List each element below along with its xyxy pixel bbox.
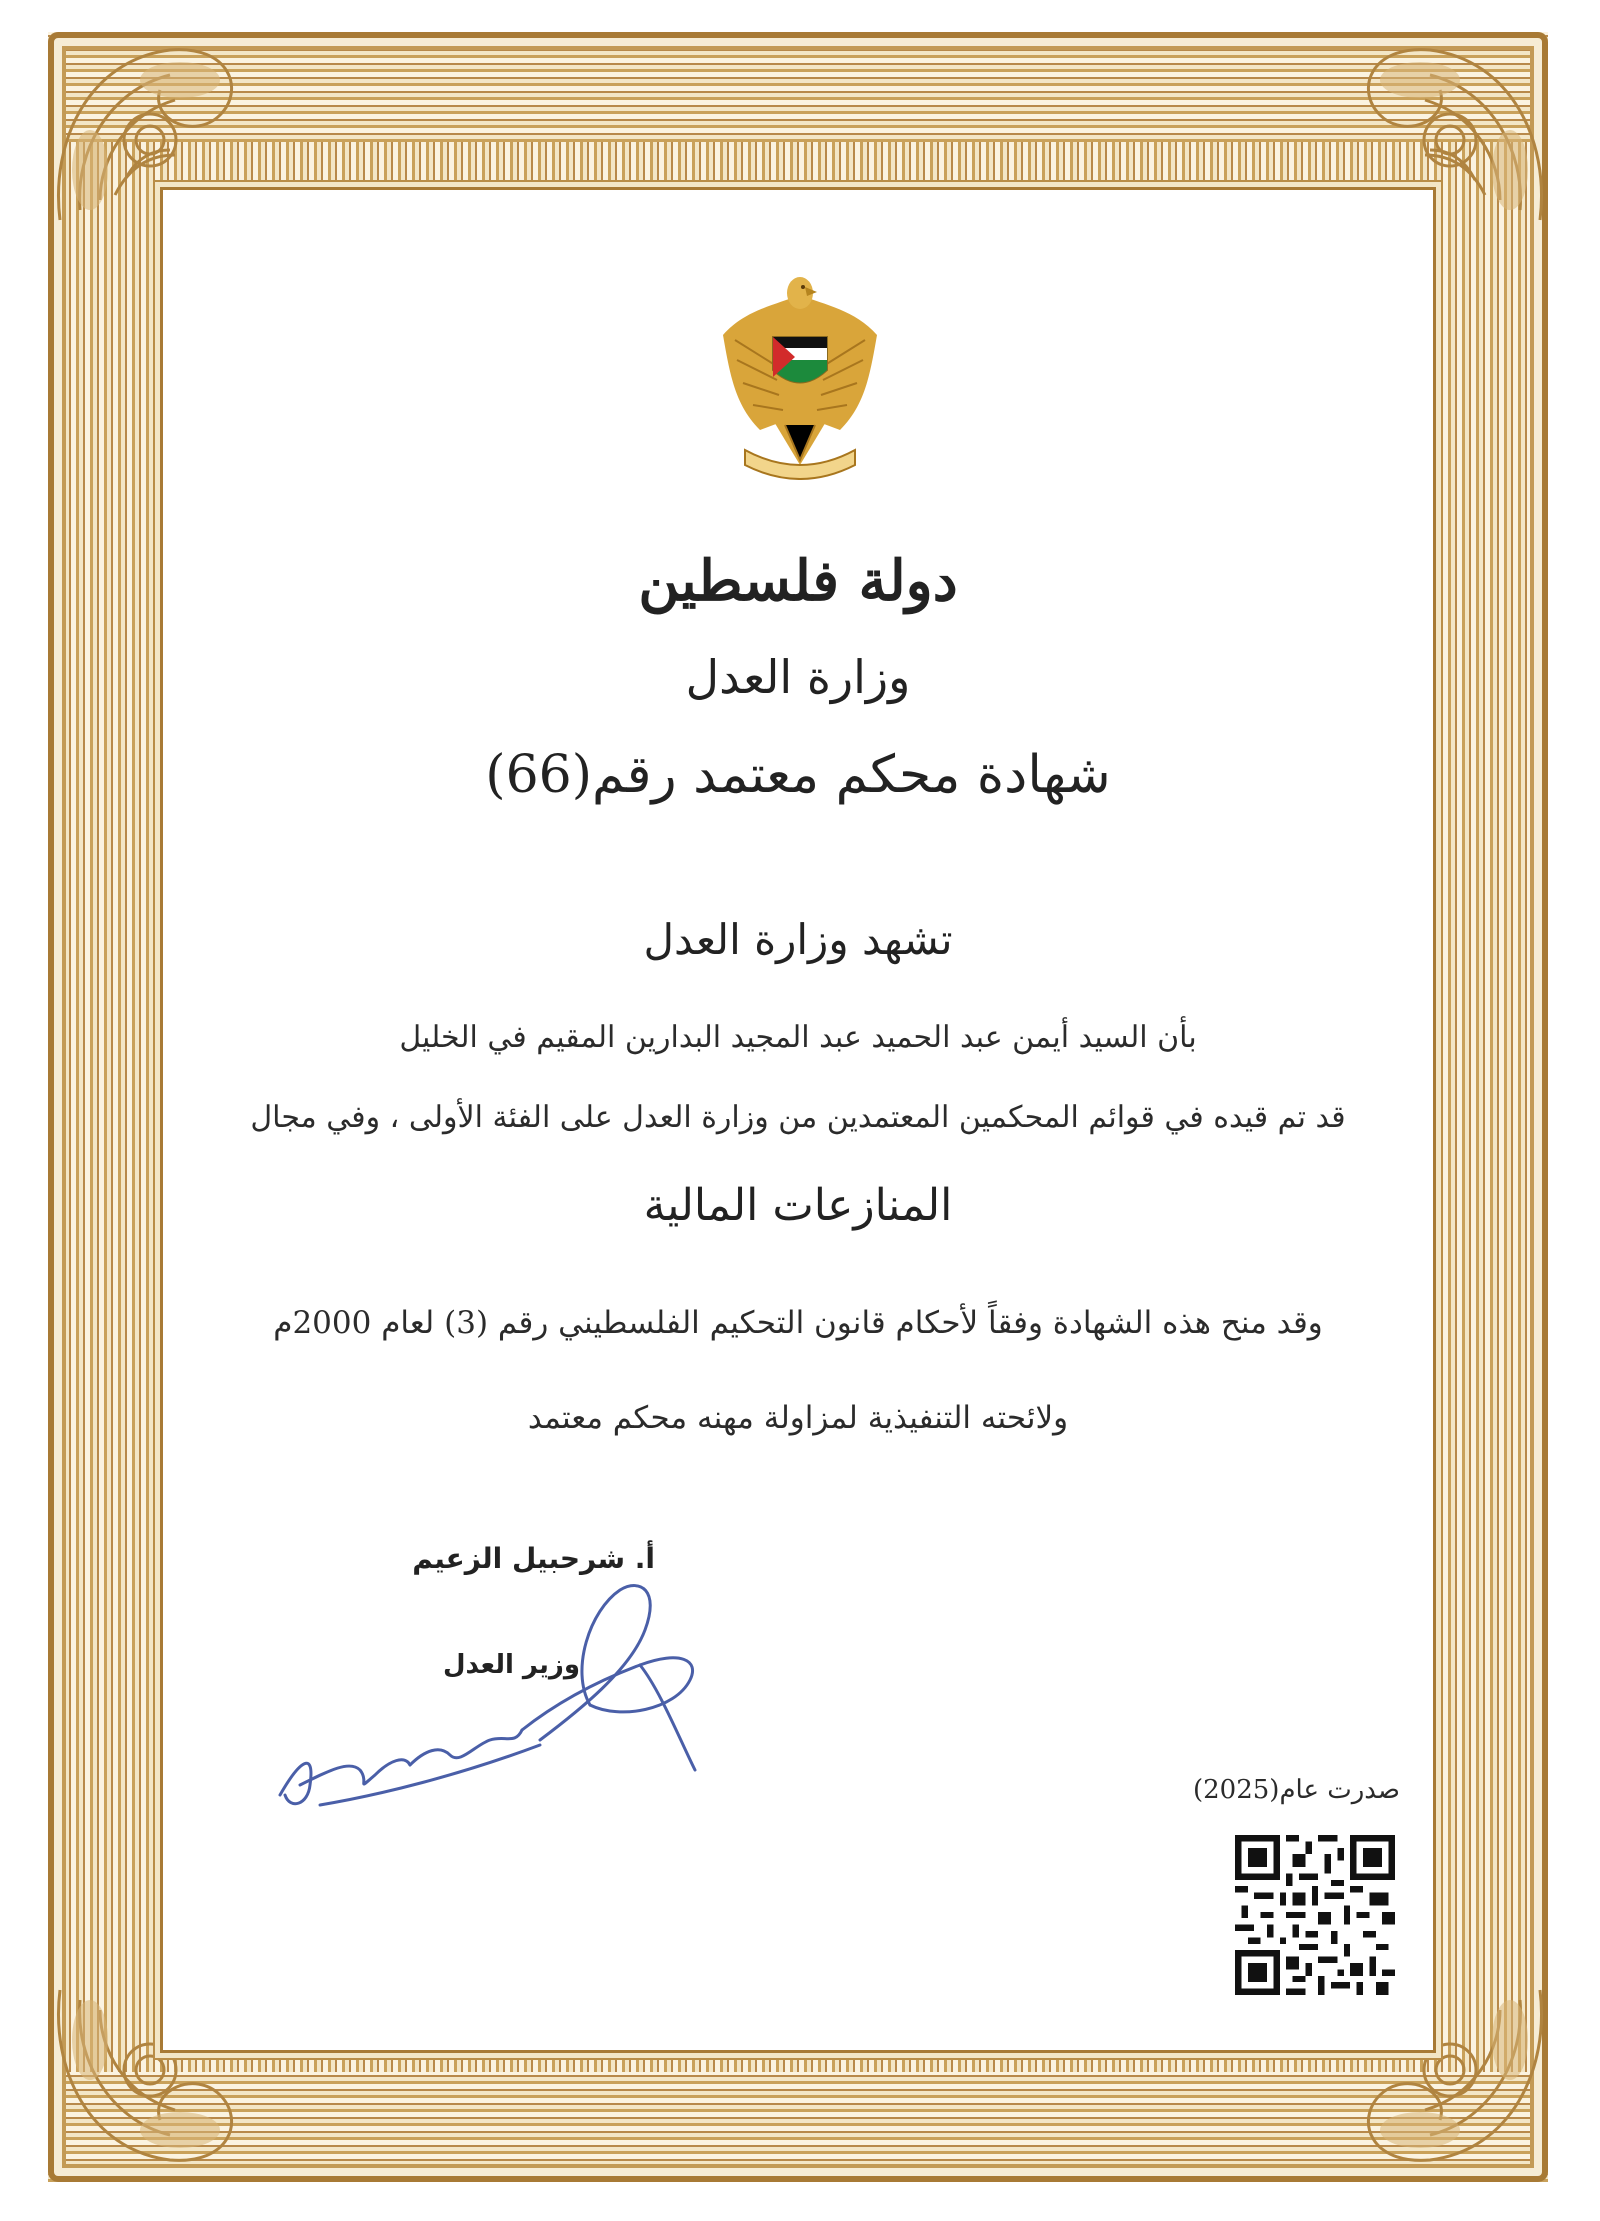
signer-title: وزير العدل [442, 1650, 580, 1680]
palestine-eagle-emblem-icon [715, 265, 885, 480]
arbitration-field: المنازعات المالية [643, 1180, 953, 1231]
certificate-title: شهادة محكم معتمد رقم(66) [485, 745, 1111, 805]
qr-code-icon [1235, 1835, 1395, 1995]
signer-name: أ. شرحبيل الزعيم [412, 1542, 655, 1575]
ministry-title: وزارة العدل [685, 650, 911, 704]
certifies-heading: تشهد وزارة العدل [643, 915, 953, 964]
issued-year: صدرت عام(2025) [1192, 1775, 1400, 1805]
country-title: دولة فلسطين [638, 548, 958, 614]
handwritten-signature-icon [260, 1570, 730, 1840]
body-line-regulation: ولائحته التنفيذية لمزاولة مهنه محكم معتمد [527, 1400, 1069, 1436]
body-line-law: وقد منح هذه الشهادة وفقاً لأحكام قانون التحكيم الفلسطيني رقم (3) لعام 2000م [273, 1305, 1323, 1341]
body-line-registration: قد تم قيده في قوائم المحكمين المعتمدين من وزارة العدل على الفئة الأولى ، وفي مجال [250, 1100, 1346, 1135]
body-line-name: بأن السيد أيمن عبد الحميد عبد المجيد البدارين المقيم في الخليل [399, 1020, 1197, 1055]
